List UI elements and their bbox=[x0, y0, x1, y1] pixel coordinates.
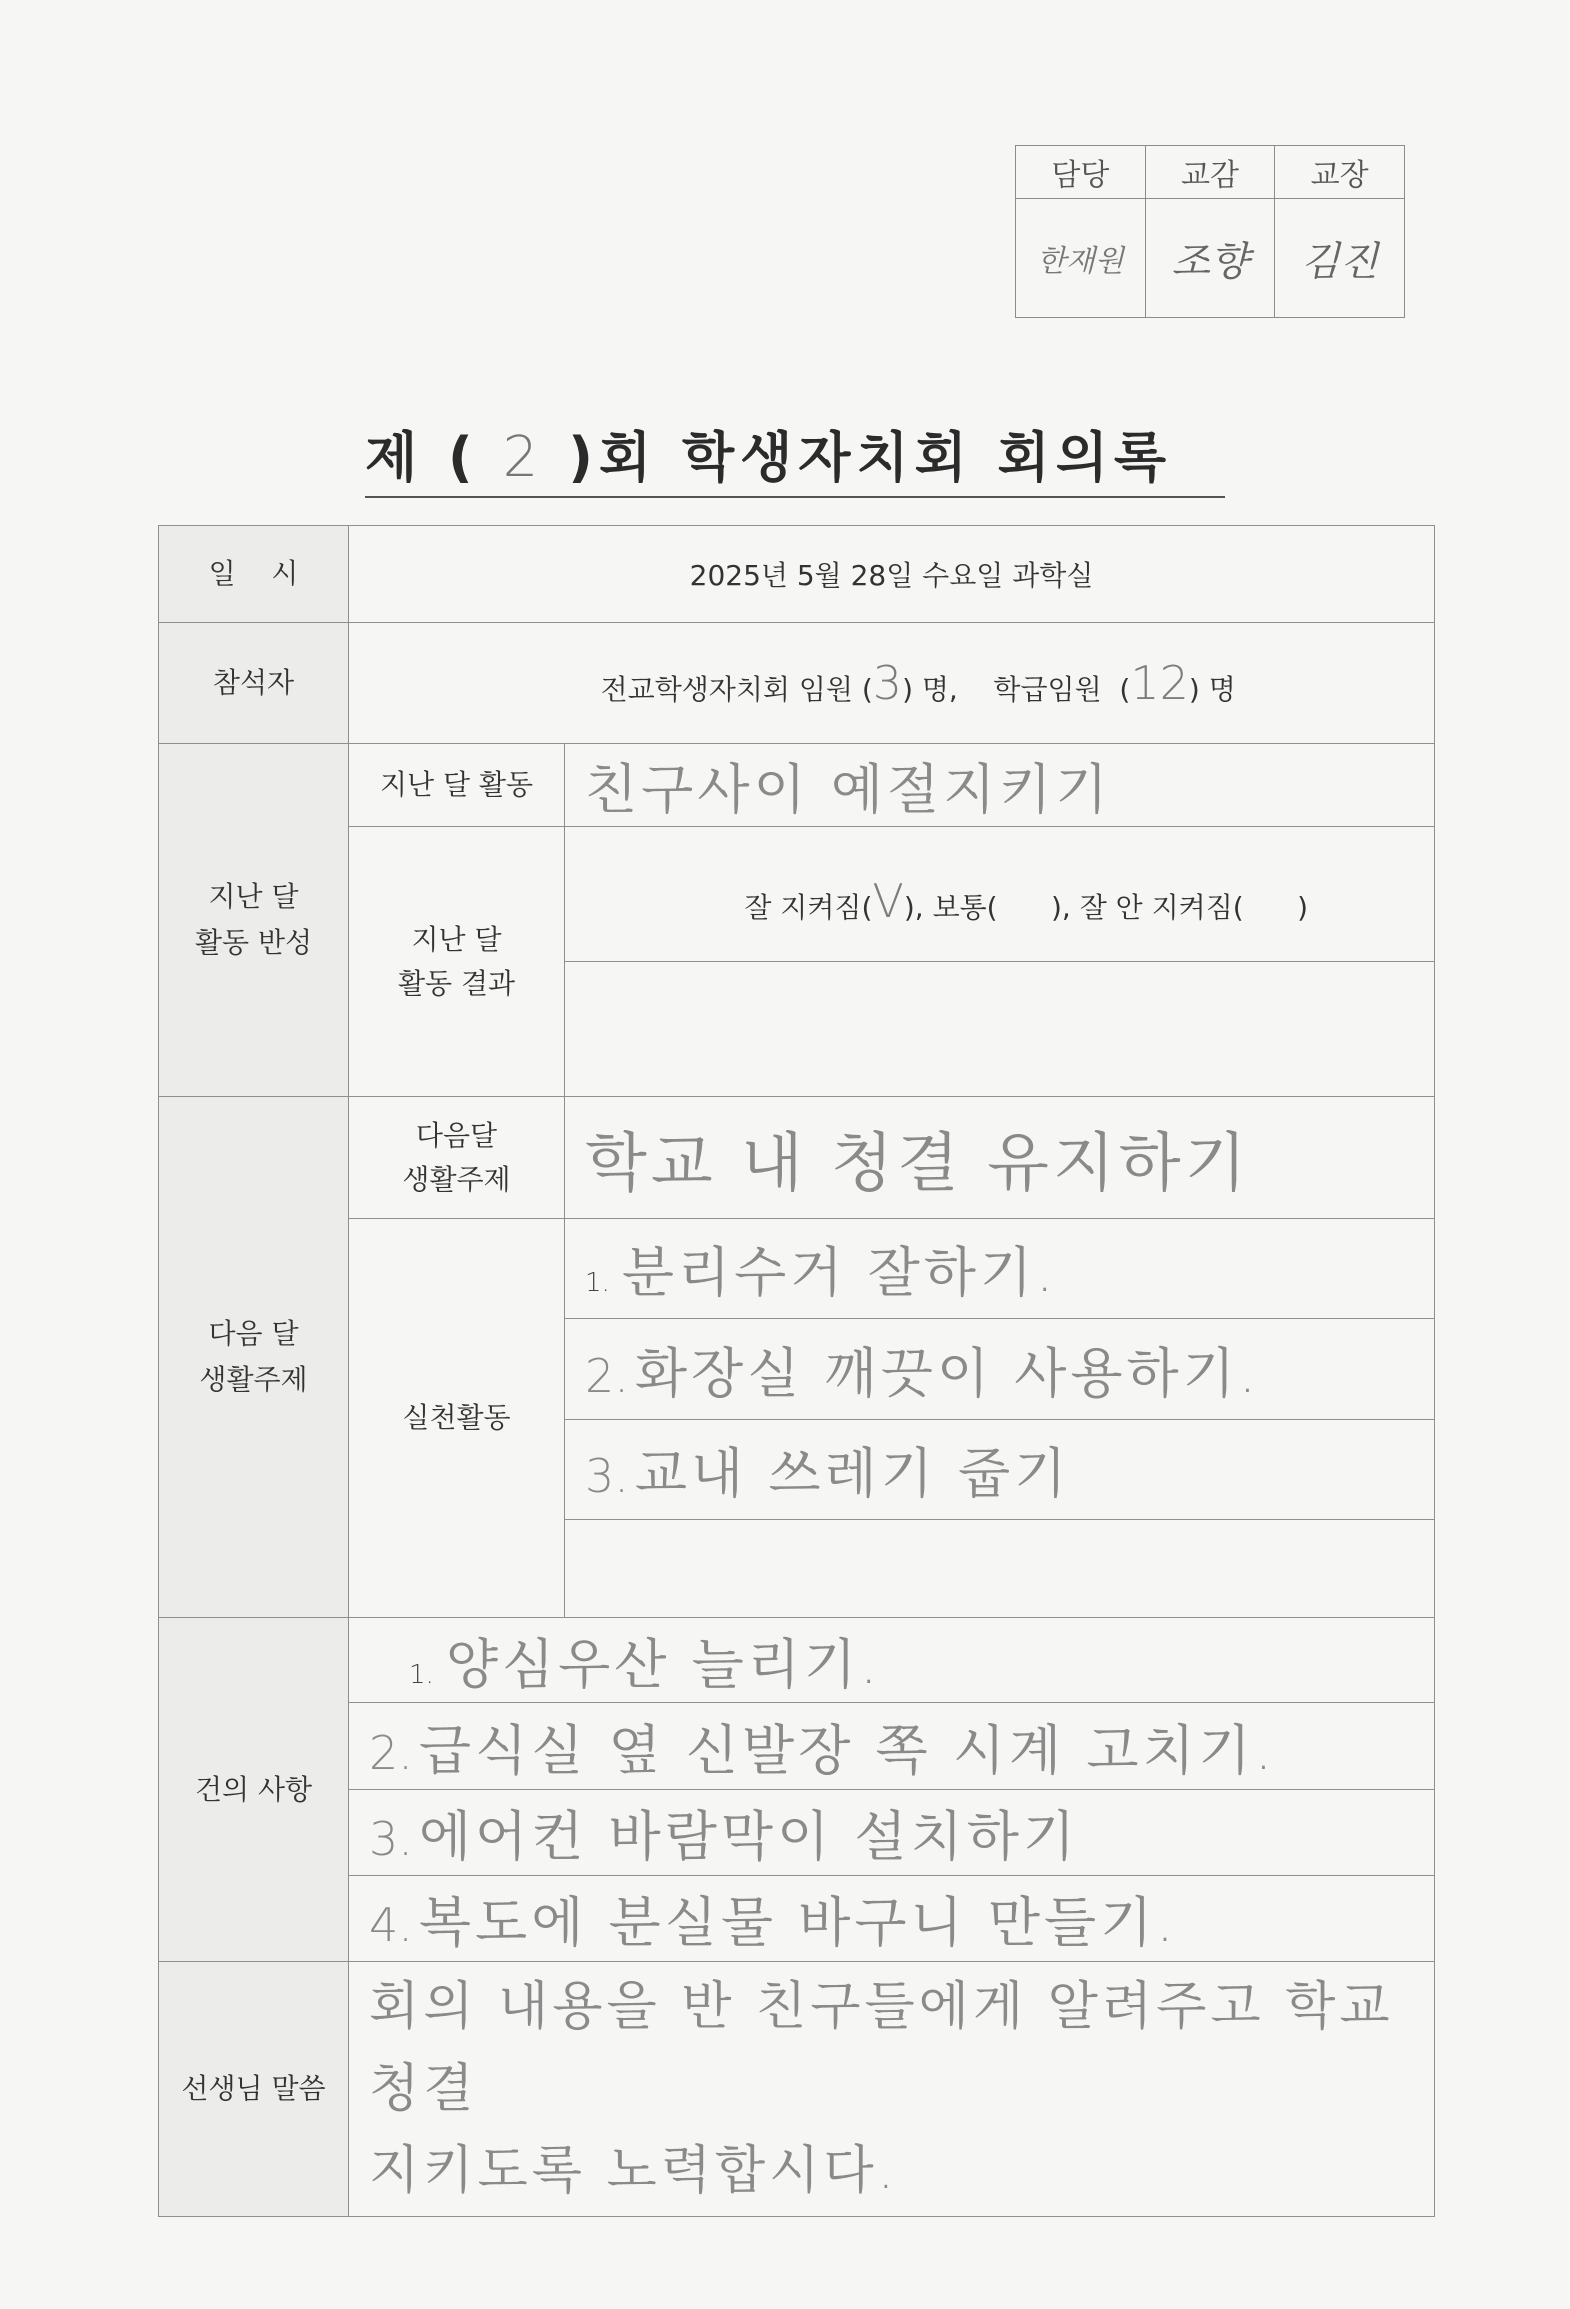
last-month-activity-value: 친구사이 예절지키기 bbox=[565, 744, 1435, 827]
signature-manager: 한재원 bbox=[1036, 244, 1124, 279]
last-month-activity-label: 지난 달 활동 bbox=[349, 744, 565, 827]
datetime-label: 일 시 bbox=[159, 526, 349, 623]
row-teacher bbox=[159, 1962, 1435, 2217]
approval-box bbox=[1015, 145, 1405, 318]
row-next-month-theme bbox=[159, 1097, 1435, 1219]
last-month-label: 지난 달 활동 반성 bbox=[159, 744, 349, 1097]
last-month-result-label: 지난 달 활동 결과 bbox=[349, 827, 565, 1097]
teacher-comment-line-2: 지키도록 노력합시다. bbox=[369, 2141, 899, 2201]
row-last-month-result bbox=[159, 827, 1435, 962]
minutes-table bbox=[158, 525, 1435, 2217]
attendees-text-1: 전교학생자치회 임원 ( bbox=[600, 673, 873, 706]
approval-header-vice-principal: 교감 bbox=[1145, 146, 1275, 199]
agenda-label: 건의 사항 bbox=[159, 1618, 349, 1962]
page-title bbox=[365, 415, 1225, 498]
row-agenda-4 bbox=[159, 1876, 1435, 1962]
officers-count: 3 bbox=[872, 656, 903, 710]
practice-item-2: 2. 화장실 깨끗이 사용하기. bbox=[565, 1319, 1435, 1420]
title-prefix: 제 ( bbox=[365, 426, 479, 489]
last-month-result-blank bbox=[565, 962, 1435, 1097]
attendees-label: 참석자 bbox=[159, 623, 349, 744]
practice-blank bbox=[565, 1520, 1435, 1618]
next-month-label: 다음 달 생활주제 bbox=[159, 1097, 349, 1618]
row-agenda-3 bbox=[159, 1790, 1435, 1876]
class-officers-count: 12 bbox=[1130, 656, 1189, 710]
signature-principal: 김진 bbox=[1301, 238, 1379, 285]
approval-header-principal: 교장 bbox=[1275, 146, 1405, 199]
agenda-item-2: 2. 급식실 옆 신발장 쪽 시계 고치기. bbox=[349, 1703, 1435, 1790]
meeting-number: 2 bbox=[502, 425, 545, 490]
row-agenda-2 bbox=[159, 1703, 1435, 1790]
next-month-theme-value: 학교 내 청결 유지하기 bbox=[565, 1097, 1435, 1219]
title-suffix: )회 학생자치회 회의록 bbox=[568, 426, 1173, 489]
next-month-theme-label: 다음달 생활주제 bbox=[349, 1097, 565, 1219]
last-month-result-options: 잘 지켜짐(V), 보통( ), 잘 안 지켜짐( ) bbox=[565, 827, 1435, 962]
teacher-label: 선생님 말씀 bbox=[159, 1962, 349, 2217]
agenda-item-3: 3. 에어컨 바람막이 설치하기 bbox=[349, 1790, 1435, 1876]
teacher-comment bbox=[349, 1962, 1435, 2217]
approval-header-manager: 담당 bbox=[1016, 146, 1146, 199]
practice-item-3: 3. 교내 쓰레기 줍기 bbox=[565, 1420, 1435, 1520]
agenda-item-1: 1. 양심우산 늘리기. bbox=[349, 1618, 1435, 1703]
practice-label: 실천활동 bbox=[349, 1219, 565, 1618]
datetime-value: 2025년 5월 28일 수요일 과학실 bbox=[349, 526, 1435, 623]
attendees-value bbox=[349, 623, 1435, 744]
teacher-comment-line-1: 회의 내용을 반 친구들에게 알려주고 학교 청결 bbox=[369, 1977, 1394, 2119]
row-datetime bbox=[159, 526, 1435, 623]
attendees-text-3: ) 명 bbox=[1188, 673, 1236, 706]
row-attendees bbox=[159, 623, 1435, 744]
agenda-item-4: 4. 복도에 분실물 바구니 만들기. bbox=[349, 1876, 1435, 1962]
row-agenda-1 bbox=[159, 1618, 1435, 1703]
result-check-mark: V bbox=[872, 874, 904, 928]
row-practice-1 bbox=[159, 1219, 1435, 1319]
signature-vice-principal: 조향 bbox=[1171, 238, 1249, 285]
attendees-text-2: ) 명, 학급임원 ( bbox=[902, 673, 1131, 706]
practice-item-1: 1. 분리수거 잘하기. bbox=[565, 1219, 1435, 1319]
row-last-month-activity bbox=[159, 744, 1435, 827]
